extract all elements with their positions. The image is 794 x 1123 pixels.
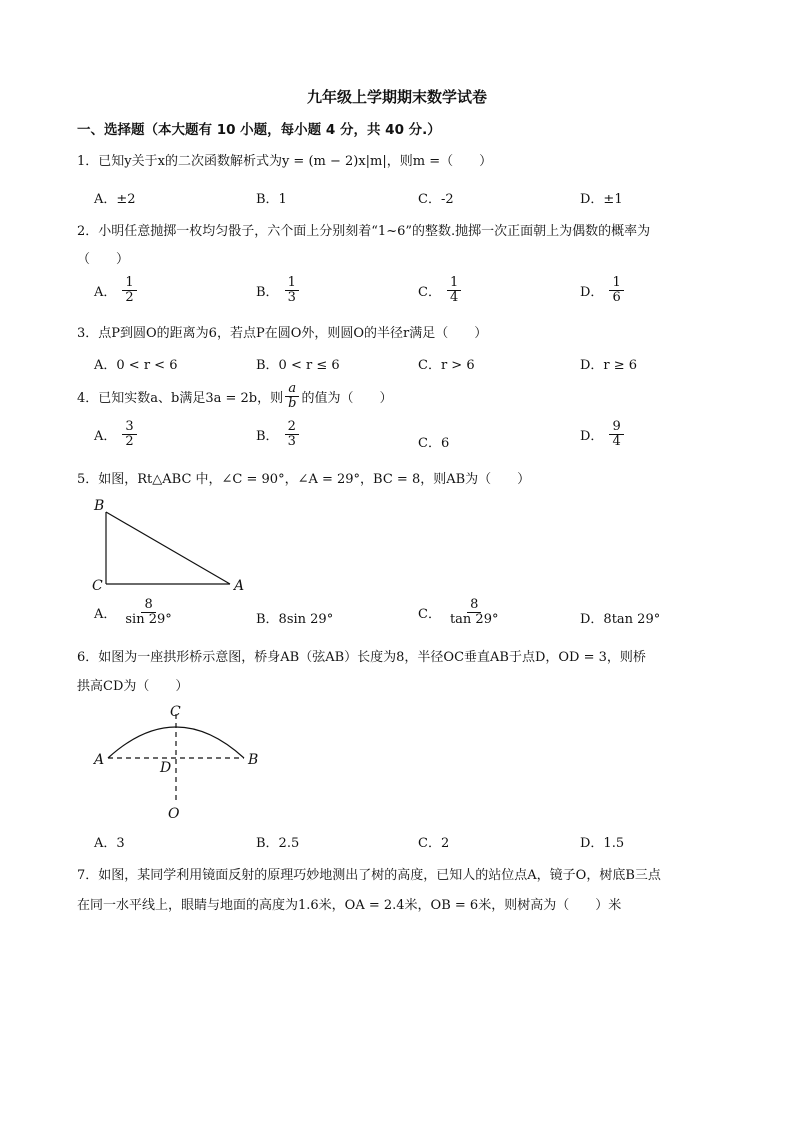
q2-option-d: D． $\frac{1}{6}$ (580, 276, 624, 306)
question-2-stem: 2．小明任意抛掷一枚均匀骰子，六个面上分别刻着“1~6”的整数.抛掷一次正面朝上为偶数的概率为 (77, 224, 651, 239)
question-2-stem-cont: （ ） (77, 252, 130, 267)
question-7-stem-cont: 在同一水平线上，眼睛与地面的高度为1.6米，OA = 2.4米，OB = 6米，则树高为（ ）米 (77, 898, 622, 913)
q5-option-a: A． $\frac{8}{\sin 29^\circ}$ (94, 597, 172, 628)
q5-option-d: D．8tan 29° (580, 612, 661, 627)
question-5-stem: 5．如图，Rt△ABC 中，∠C = 90°，∠A = 29°，BC = 8，则AB为（ ） (77, 472, 531, 487)
q5-option-b: B．8sin 29° (256, 612, 334, 627)
question-3-stem: 3．点P到圆O的距离为6，若点P在圆O外，则圆O的半径r满足（ ） (77, 326, 488, 341)
side-ab (106, 512, 230, 584)
q1-option-b: B．1 (256, 192, 287, 207)
q3-option-b: B．0 < r ≤ 6 (256, 358, 340, 373)
q1-option-a: A．±2 (94, 192, 136, 207)
question-6-stem: 6．如图为一座拱形桥示意图，桥身AB（弦AB）长度为8，半径OC垂直AB于点D，OD = 3，则桥 (77, 650, 646, 665)
q1-option-d: D．±1 (580, 192, 623, 207)
q3-option-a: A．0 < r < 6 (94, 358, 178, 373)
q6-option-c: C．2 (418, 836, 450, 851)
section-heading: 一、选择题（本大题有 10 小题，每小题 4 分，共 40 分.） (77, 122, 441, 138)
q2-option-b: B． $\frac{1}{3}$ (256, 276, 299, 306)
q2-option-a: A． $\frac{1}{2}$ (94, 276, 137, 306)
q1-option-c: C．-2 (418, 192, 454, 207)
q3-option-d: D．r ≥ 6 (580, 358, 638, 373)
q6-option-a: A．3 (94, 836, 125, 851)
q3-option-c: C．r > 6 (418, 358, 475, 373)
q5-option-c: C． $\frac{8}{\tan 29^\circ}$ (418, 597, 499, 628)
point-o-label: O (168, 806, 180, 822)
question-6-stem-cont: 拱高CD为（ ） (77, 679, 189, 694)
question-1-stem: 1．已知y关于x的二次函数解析式为y = (m − 2)x|m|，则m =（ ） (77, 154, 493, 169)
q4-option-b: B． $\frac{2}{3}$ (256, 420, 299, 450)
vertex-c-label: C (92, 578, 103, 594)
point-b-label: B (248, 752, 259, 768)
q2-option-c: C． $\frac{1}{4}$ (418, 276, 461, 306)
vertex-b-label: B (94, 498, 105, 514)
q6-option-d: D．1.5 (580, 836, 625, 851)
question-7-stem: 7．如图，某同学利用镜面反射的原理巧妙地测出了树的高度，已知人的站位点A，镜子O，树底B三点 (77, 868, 661, 883)
point-a-label: A (94, 752, 105, 768)
q6-option-b: B．2.5 (256, 836, 300, 851)
page-title: 九年级上学期期末数学试卷 (306, 88, 487, 106)
point-d-label: D (160, 760, 172, 776)
point-c-label: C (170, 704, 181, 720)
right-triangle-figure (88, 492, 258, 596)
q4-option-c: C．6 (418, 436, 450, 451)
q4-option-a: A． $\frac{3}{2}$ (94, 420, 137, 450)
question-4-stem: 4．已知实数a、b满足3a = 2b，则 $\frac{a}{b}$ 的值为（ ） (77, 381, 393, 412)
arch-bridge-figure (88, 700, 268, 822)
vertex-a-label: A (234, 578, 245, 594)
q4-option-d: D． $\frac{9}{4}$ (580, 420, 624, 450)
